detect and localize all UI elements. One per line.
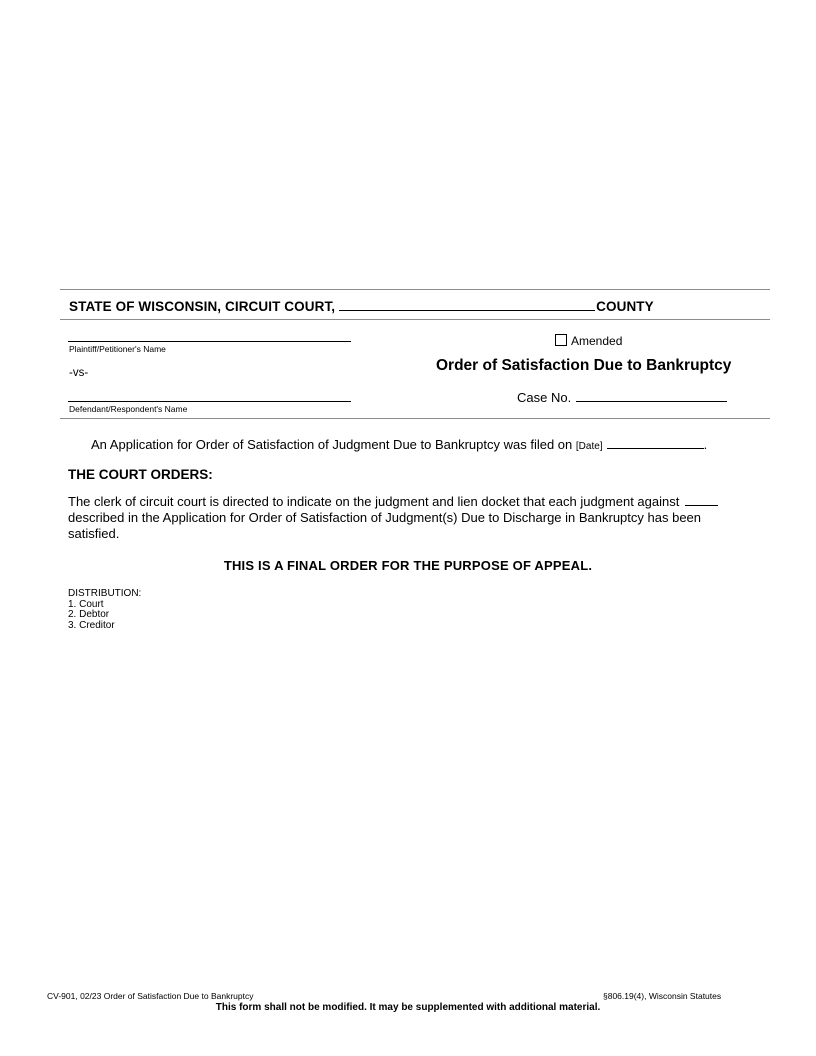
plaintiff-label: Plaintiff/Petitioner's Name [69, 344, 166, 354]
caption-bottom-rule [60, 418, 770, 419]
court-suffix: COUNTY [596, 299, 654, 314]
form-title: Order of Satisfaction Due to Bankruptcy [436, 357, 732, 374]
amended-checkbox[interactable] [555, 334, 567, 346]
court-line [69, 298, 654, 314]
header-bottom-rule [60, 319, 770, 320]
amended-label: Amended [571, 334, 623, 348]
filed-text: An Application for Order of Satisfaction of Judgment Due to Bankruptcy was filed on [91, 437, 573, 452]
distribution-item-court: 1. Court [68, 598, 104, 610]
distribution-list [68, 589, 141, 631]
date-field[interactable] [607, 437, 704, 449]
footer-notice: This form shall not be modified. It may be supplemented with additional material. [215, 1002, 601, 1013]
plaintiff-name-field[interactable] [68, 341, 351, 342]
case-number-label: Case No. [517, 390, 572, 405]
final-order-statement: THIS IS A FINAL ORDER FOR THE PURPOSE OF APPEAL. [223, 558, 593, 573]
court-prefix: STATE OF WISCONSIN, CIRCUIT COURT, [69, 299, 336, 314]
footer-form-id: CV-901, 02/23 Order of Satisfaction Due to Bankruptcy [47, 991, 254, 1001]
header-top-rule [60, 289, 770, 290]
versus-text: -vs- [69, 367, 89, 379]
order-text-2: described in the Application for Order of Satisfaction of Judgment(s) Due to Discharge in Bankruptcy has been satisfied. [68, 510, 702, 541]
distribution-label: DISTRIBUTION: [68, 588, 142, 599]
order-paragraph [68, 494, 753, 542]
order-text-1: The clerk of circuit court is directed to indicate on the judgment and lien docket that each judgment against [68, 494, 680, 509]
amended-checkbox-row[interactable] [555, 334, 622, 348]
distribution-item-debtor: 2. Debtor [68, 609, 110, 620]
footer-statute: §806.19(4), Wisconsin Statutes [603, 991, 722, 1001]
debtor-name-field[interactable] [685, 495, 718, 506]
defendant-name-field[interactable] [68, 401, 351, 402]
county-field[interactable] [339, 298, 595, 311]
case-number-field[interactable] [576, 389, 727, 402]
distribution-item-creditor: 3. Creditor [68, 619, 115, 631]
case-number-row [517, 389, 727, 405]
date-label: [Date] [575, 441, 603, 452]
court-orders-heading: THE COURT ORDERS: [68, 467, 213, 482]
filed-paragraph: An Application for Order of Satisfaction of Judgment Due to Bankruptcy was filed on [Date] . [91, 437, 708, 452]
defendant-label: Defendant/Respondent's Name [69, 404, 188, 414]
